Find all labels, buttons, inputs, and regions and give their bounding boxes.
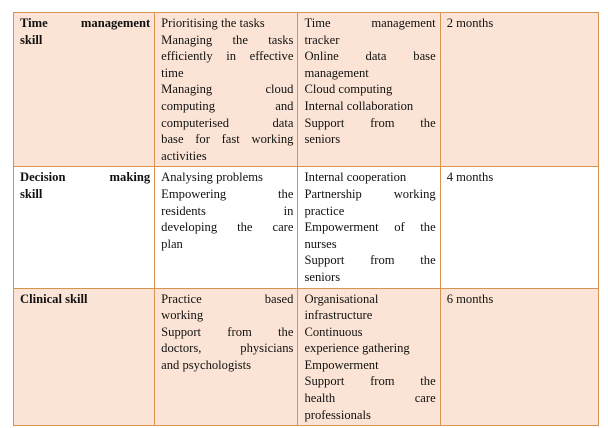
resources-line: Internal collaboration [304,98,414,113]
actions-line: Prioritising the tasks [161,16,265,30]
resources-line: seniors [304,132,341,147]
skill-line: Decision making [20,170,151,185]
actions-line: Practice based [161,291,294,306]
actions-line: Empowering the [161,186,294,201]
actions-line: residents in [161,203,294,218]
actions-line: computing and [161,98,294,113]
skill-cell [14,167,155,288]
resources-line: nurses [304,236,337,251]
skill-line: Time management [20,16,151,30]
actions-line: plan [161,236,183,251]
actions-line: developing the care [161,220,294,235]
skill-cell [14,13,155,167]
resources-line: professionals [304,407,371,422]
actions-cell [155,167,298,288]
actions-line: and psychologists [161,357,252,372]
resources-line: Support from the [304,115,436,130]
resources-line: Empowerment [304,357,379,372]
actions-line: doctors, physicians [161,341,294,356]
actions-line: Support from the [161,324,294,339]
table-row [14,13,599,167]
table-row [14,167,599,288]
skill-line: skill [20,186,43,201]
duration-cell: 2 months [440,13,598,167]
resources-line: Empowerment of the [304,220,436,235]
resources-line: Organisational [304,291,379,306]
actions-cell [155,288,298,426]
resources-cell [298,13,440,167]
resources-line: health care [304,391,436,406]
table-row [14,288,599,426]
actions-line: working [161,308,204,323]
resources-line: Internal cooperation [304,170,407,185]
resources-line: seniors [304,269,341,284]
actions-line: Managing the tasks [161,32,294,47]
resources-line: experience gathering [304,341,410,356]
skills-development-table [13,12,599,426]
resources-line: infrastructure [304,308,373,323]
skill-line: skill [20,32,43,47]
resources-line: tracker [304,32,340,47]
resources-line: Partnership working [304,186,436,201]
duration-cell: 6 months [440,288,598,426]
resources-cell [298,167,440,288]
duration-cell: 4 months [440,167,598,288]
actions-line: Managing cloud [161,82,294,97]
resources-cell [298,288,440,426]
resources-line: Time management [304,16,436,30]
resources-line: Support from the [304,253,436,268]
resources-line: Cloud computing [304,82,393,97]
actions-cell [155,13,298,167]
resources-line: management [304,65,369,80]
resources-line: practice [304,203,345,218]
actions-line: computerised data [161,115,294,130]
actions-line: base for fast working [161,132,294,147]
skill-line: Clinical skill [20,291,88,306]
resources-line: Support from the [304,374,436,389]
actions-line: efficiently in effective [161,49,294,64]
actions-line: time [161,65,184,80]
actions-line: activities [161,148,207,163]
resources-line: Continuous [304,324,363,339]
resources-line: Online data base [304,49,436,64]
actions-line: Analysing problems [161,170,263,185]
skill-cell [14,288,155,426]
